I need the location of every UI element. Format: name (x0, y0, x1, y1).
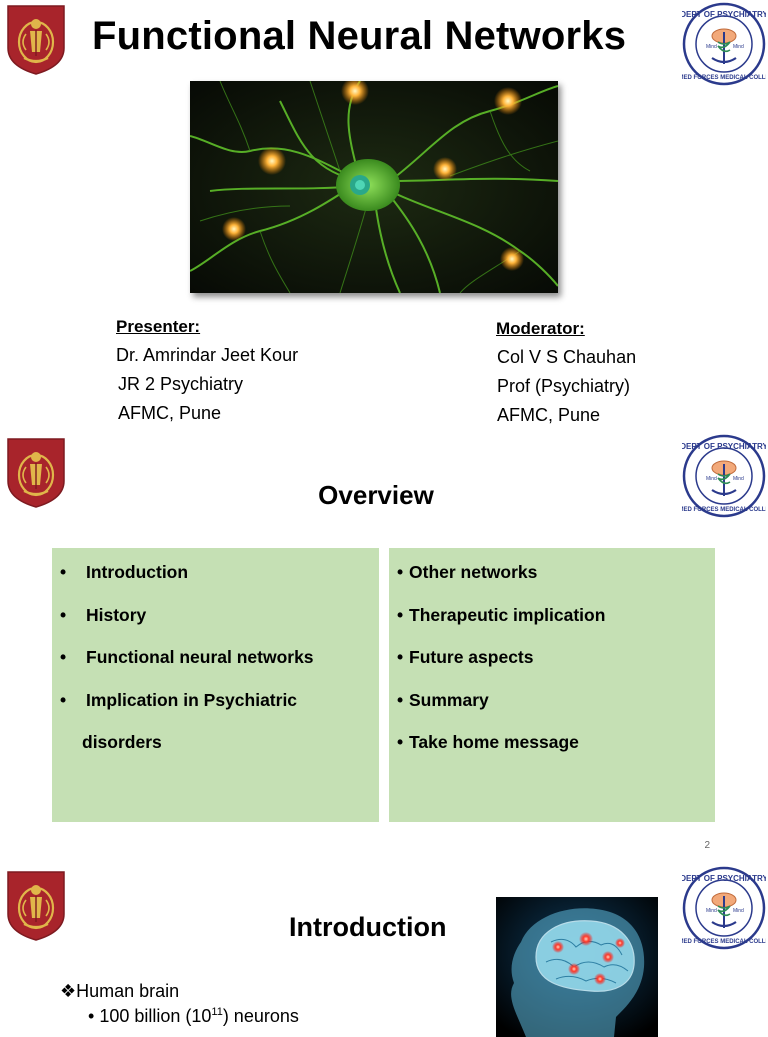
moderator-role: Prof (Psychiatry) (497, 376, 631, 396)
list-item: • Take home message (397, 732, 579, 753)
presenter-heading: Presenter: (116, 317, 201, 336)
presenter-block (116, 312, 298, 428)
afmc-emblem-icon (6, 870, 66, 942)
introduction-title: Introduction (289, 912, 447, 942)
list-item: • Future aspects (397, 647, 534, 668)
presenter-institution: AFMC, Pune (118, 403, 222, 423)
diamond-bullet-icon: ❖ (60, 981, 77, 1001)
page-title: Functional Neural Networks (92, 14, 627, 58)
brain-image (496, 897, 658, 1037)
moderator-name: Col V S Chauhan (497, 347, 637, 367)
moderator-block (496, 314, 636, 430)
slide-overview (0, 434, 768, 866)
slide-title (0, 0, 768, 434)
list-item: • Functional neural networks (60, 647, 314, 668)
intro-bullet: ❖Human brain (60, 981, 180, 1001)
overview-right-box (389, 548, 715, 822)
list-item: • Therapeutic implication (397, 604, 606, 625)
neuron-image (190, 81, 558, 293)
overview-left-box (52, 548, 379, 822)
list-item: • Other networks (397, 562, 538, 582)
page-number: 2 (704, 840, 710, 851)
list-item: • Implication in Psychiatric (60, 689, 298, 710)
list-item: • Introduction (60, 562, 189, 582)
intro-sub-bullet: • 100 billion $(10^{11})$ neurons (88, 1006, 299, 1026)
moderator-heading: Moderator: (496, 319, 585, 338)
moderator-institution: AFMC, Pune (497, 405, 601, 425)
list-item-continuation: disorders (82, 732, 162, 753)
presenter-role: JR 2 Psychiatry (118, 374, 244, 394)
presenter-name: Dr. Amrindar Jeet Kour (116, 345, 299, 365)
afmc-emblem-icon (6, 4, 66, 76)
slide-introduction (0, 866, 768, 1024)
list-item: • Summary (397, 689, 489, 710)
overview-title: Overview (318, 480, 434, 510)
list-item: • History (60, 604, 147, 625)
psychiatry-seal-icon (682, 2, 766, 86)
psychiatry-seal-icon (682, 866, 766, 950)
